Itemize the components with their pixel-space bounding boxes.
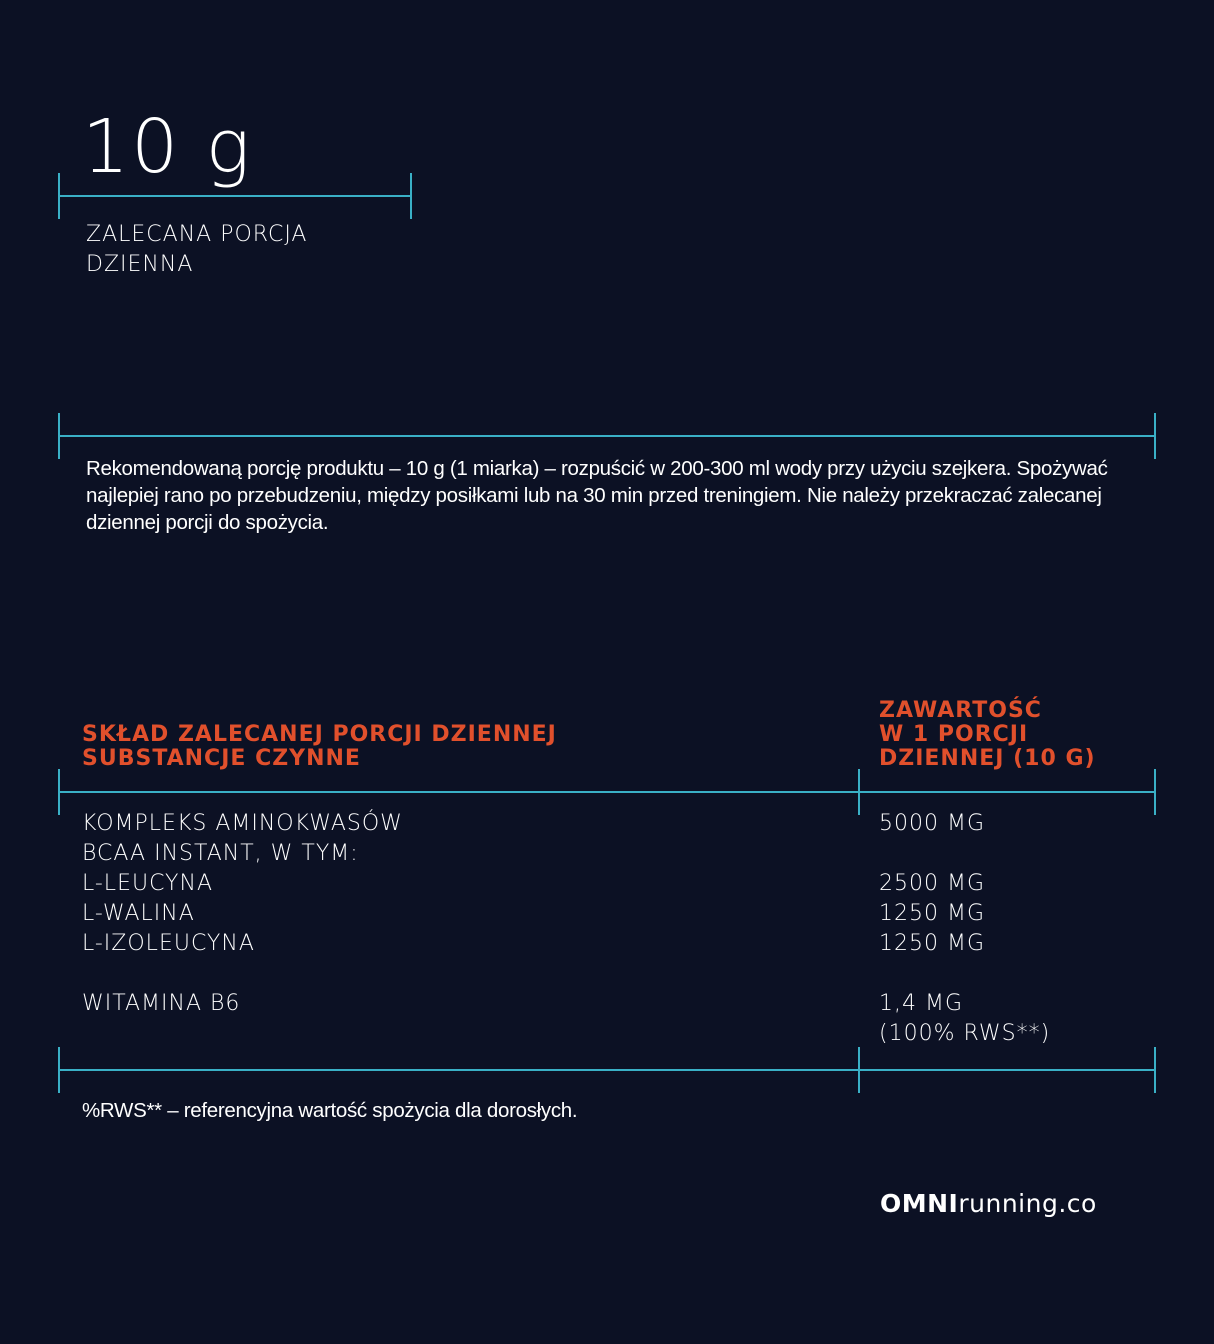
value-header-line2: W 1 PORCJI — [879, 722, 1029, 747]
dose-label: ZALECANA PORCJA DZIENNA — [86, 222, 308, 277]
table-bottom-bracket-right — [1154, 1047, 1156, 1093]
composition-header-line1: SKŁAD ZALECANEJ PORCJI DZIENNEJ — [82, 722, 557, 747]
ingredient-name-row: WITAMINA B6 — [82, 991, 241, 1016]
dose-bracket-line — [58, 195, 412, 197]
dose-value: 10 g — [82, 104, 253, 190]
ingredient-name-row: L-LEUCYNA — [82, 871, 213, 896]
ingredient-name-row: KOMPLEKS AMINOKWASÓW — [82, 811, 403, 836]
ingredient-name-row: L-WALINA — [82, 901, 195, 926]
desc-bracket-right — [1154, 413, 1156, 459]
table-bottom-bracket-mid — [858, 1047, 860, 1093]
ingredient-name-row: L-IZOLEUCYNA — [82, 931, 255, 956]
ingredient-name-row: BCAA INSTANT, W TYM: — [82, 841, 359, 866]
desc-bracket-line — [58, 435, 1156, 437]
ingredient-value-row: 1250 MG — [879, 901, 986, 926]
brand-logo — [880, 1186, 1210, 1222]
brand-rest: running.co — [958, 1189, 1097, 1218]
dose-bracket-right — [410, 173, 412, 219]
value-header — [879, 699, 1179, 771]
value-header-line3: DZIENNEJ (10 G) — [879, 746, 1096, 771]
table-bottom-line — [58, 1069, 1156, 1071]
ingredient-value-row: 1,4 MG — [879, 991, 964, 1016]
ingredient-value-note: (100% RWS**) — [879, 1021, 1051, 1046]
composition-header — [82, 723, 782, 771]
table-top-bracket-mid — [858, 769, 860, 815]
ingredient-value-row: 2500 MG — [879, 871, 986, 896]
value-header-line1: ZAWARTOŚĆ — [879, 698, 1042, 723]
composition-header-line2: SUBSTANCJE CZYNNE — [82, 746, 361, 771]
footnote: %RWS** – referencyjna wartość spożycia dla dorosłych. — [82, 1099, 578, 1122]
ingredient-value-row: 1250 MG — [879, 931, 986, 956]
usage-description: Rekomendowaną porcję produktu – 10 g (1 miarka) – rozpuścić w 200-300 ml wody przy użyciu szejkera. Spożywać najlepiej rano po przebudzeniu, między posiłkami lub na 30 min przed treningiem. Nie należy przekraczać zalecanej dziennej porcji do spożycia. — [86, 457, 1108, 534]
table-top-line — [58, 791, 1156, 793]
brand-bold: OMNI — [880, 1189, 959, 1218]
ingredient-value-row: 5000 MG — [879, 811, 986, 836]
